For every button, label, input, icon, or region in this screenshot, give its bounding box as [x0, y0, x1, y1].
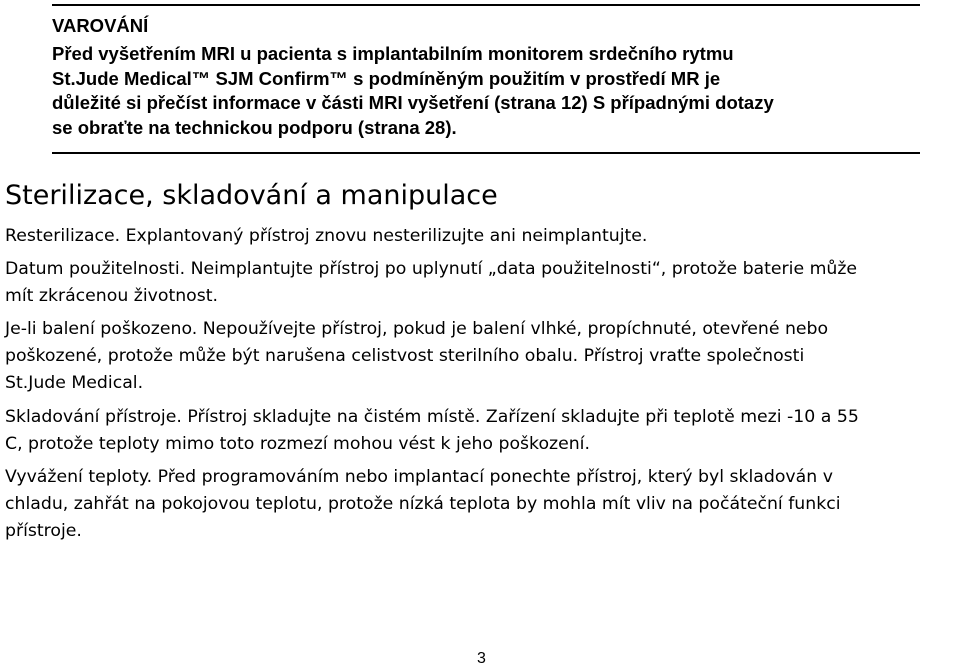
paragraph-expiration-date: [5, 256, 960, 310]
paragraph-damaged-package: [5, 316, 960, 397]
warning-line: důležité si přečíst informace v části MRI vyšetření (strana 12) S případnými dotazy: [52, 92, 774, 113]
paragraph-line: St.Jude Medical.: [5, 373, 144, 393]
section-heading: Sterilizace, skladování a manipulace: [5, 180, 498, 211]
paragraph-line: Skladování přístroje. Přístroj skladujte na čistém místě. Zařízení skladujte při teplotě mezi -10 a 55: [5, 407, 859, 427]
warning-text: [52, 42, 920, 140]
warning-line: Před vyšetřením MRI u pacienta s implantabilním monitorem srdečního rytmu: [52, 43, 734, 64]
warning-title: VAROVÁNÍ: [52, 15, 149, 36]
warning-box: [52, 4, 920, 154]
paragraph-line: chladu, zahřát na pokojovou teplotu, protože nízká teplota by mohla mít vliv na počáteční funkci: [5, 494, 841, 514]
page-number: 3: [477, 650, 486, 667]
paragraph-line: Vyvážení teploty. Před programováním nebo implantací ponechte přístroj, který byl skladován v: [5, 467, 833, 487]
paragraph-storage: [5, 404, 960, 458]
paragraph-line: Datum použitelnosti. Neimplantujte přístroj po uplynutí „data použitelnosti“, protože baterie může: [5, 259, 858, 279]
warning-line: se obraťte na technickou podporu (strana 28).: [52, 116, 457, 138]
paragraph-resterilization: [5, 223, 960, 250]
paragraph-line: C, protože teploty mimo toto rozmezí mohou vést k jeho poškození.: [5, 434, 590, 454]
paragraph-line: poškozené, protože může být narušena celistvost sterilního obalu. Přístroj vraťte společnosti: [5, 346, 805, 366]
paragraph-line: Je-li balení poškozeno. Nepoužívejte přístroj, pokud je balení vlhké, propíchnuté, otevřené nebo: [5, 319, 829, 339]
warning-line: St.Jude Medical™ SJM Confirm™ s podmíněným použitím v prostředí MR je: [52, 67, 721, 89]
paragraph-temperature-equilibration: [5, 464, 960, 545]
paragraph-line: mít zkrácenou životnost.: [5, 286, 219, 306]
paragraph-line: přístroje.: [5, 521, 82, 541]
paragraph-line: Resterilizace. Explantovaný přístroj znovu nesterilizujte ani neimplantujte.: [5, 226, 648, 246]
